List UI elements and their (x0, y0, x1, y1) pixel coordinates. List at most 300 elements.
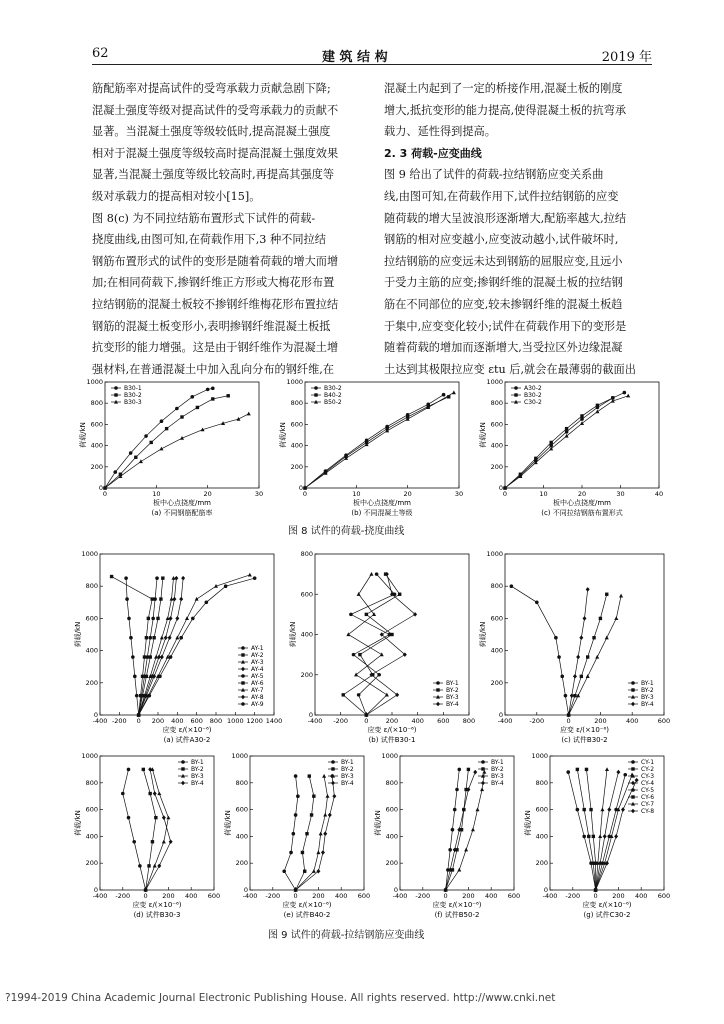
legend-marker (331, 767, 334, 770)
data-point (310, 813, 313, 816)
legend-label: BY-4 (491, 780, 504, 788)
x-axis-label: 板中心点挠度/mm (153, 499, 211, 507)
chart (78, 378, 263, 517)
data-point (124, 576, 128, 580)
data-point (332, 794, 336, 799)
journal-year: 2019 年 (601, 50, 652, 65)
legend-label: BY-1 (491, 759, 504, 767)
x-tick-label: 0 (302, 490, 308, 498)
legend-label: BY-4 (641, 701, 654, 709)
x-tick-label: 200 (151, 717, 165, 725)
data-point (135, 694, 139, 698)
series-line (105, 414, 249, 488)
data-point (133, 675, 137, 679)
data-point (576, 768, 579, 771)
y-tick-label: 600 (300, 590, 313, 599)
data-point (289, 851, 293, 855)
text-line: 钢筋的混凝土板变形小,表明掺钢纤维混凝土板抵 (92, 319, 331, 333)
data-point (619, 594, 623, 598)
series-line (146, 769, 169, 890)
data-point (253, 576, 257, 580)
y-tick-label: 0 (393, 886, 398, 894)
legend-label: AY-9 (251, 701, 264, 709)
data-point (570, 693, 574, 698)
data-point (151, 597, 154, 600)
y-tick-label: 200 (90, 462, 103, 471)
data-point (510, 584, 514, 588)
y-tick-label: 800 (290, 399, 303, 408)
x-tick-label: 40 (654, 490, 664, 498)
data-point (236, 417, 240, 421)
data-point (205, 601, 209, 605)
legend-marker (241, 653, 244, 656)
y-tick-label: 800 (235, 778, 248, 787)
x-tick-label: 20 (203, 490, 212, 498)
text-line: 显著。当混凝土强度等级较低时,提高混凝土强度 (92, 125, 331, 139)
y-tick-label: 0 (498, 484, 503, 492)
x-tick-label: 200 (594, 717, 607, 725)
x-tick-label: -400 (307, 717, 323, 725)
legend-marker (631, 767, 634, 770)
text-line: 抗变形的能力增强。这是由于钢纤维作为混凝土增 (92, 341, 339, 355)
chart (523, 752, 670, 919)
data-point (605, 593, 608, 596)
data-point (576, 808, 580, 812)
y-tick-label: 200 (490, 462, 503, 471)
legend-label: CY-3 (641, 773, 655, 781)
subplot-label: (g) 试件C30-2 (583, 911, 631, 919)
legend-label: B30-1 (124, 385, 142, 393)
data-point (156, 617, 159, 620)
data-point (137, 713, 141, 717)
data-point (160, 419, 164, 423)
text-line: 强材料,在普通混凝土中加入乱向分布的钢纤维,在 (92, 362, 335, 376)
data-point (148, 792, 151, 795)
y-tick-label: 200 (85, 859, 98, 868)
legend-label: BY-2 (191, 766, 204, 774)
series-line (511, 586, 568, 715)
data-point (592, 636, 595, 639)
data-point (247, 412, 251, 416)
legend-label: BY-1 (446, 680, 459, 688)
text-line: 拉结钢筋的混凝土板较不掺钢纤维梅花形布置拉结 (92, 297, 339, 311)
data-point (442, 393, 446, 397)
data-point (623, 773, 627, 777)
y-tick-label: 400 (85, 832, 98, 841)
data-point (142, 768, 145, 771)
legend-label: B30-3 (124, 399, 142, 407)
data-point (206, 388, 210, 392)
data-point (175, 616, 179, 621)
legend-label: B30-2 (524, 392, 542, 400)
data-point (172, 597, 176, 602)
data-point (535, 601, 539, 605)
data-point (603, 834, 607, 839)
figure-9-svg (70, 550, 670, 920)
data-point (152, 636, 155, 639)
data-point (395, 693, 399, 698)
legend-marker (241, 681, 244, 684)
data-point (165, 427, 168, 430)
x-tick-label: -200 (265, 892, 281, 900)
x-tick-label: 1200 (246, 717, 263, 725)
data-point (155, 576, 159, 580)
data-point (308, 774, 311, 777)
data-point (129, 636, 133, 640)
data-point (576, 655, 580, 660)
data-point (296, 794, 300, 798)
legend-marker (181, 760, 185, 764)
x-tick-label: 10 (539, 490, 548, 498)
y-tick-label: 800 (85, 582, 98, 591)
y-tick-label: 600 (235, 805, 248, 814)
figure-8-svg (70, 378, 670, 518)
x-tick-label: -200 (333, 717, 349, 725)
legend-marker (114, 393, 117, 396)
data-point (175, 407, 179, 411)
data-point (550, 441, 553, 444)
series-line (296, 776, 335, 890)
x-tick-label: -400 (92, 892, 108, 900)
data-point (139, 694, 142, 697)
y-tick-label: 0 (93, 711, 98, 719)
legend-label: CY-5 (641, 787, 655, 795)
x-tick-label: 600 (190, 717, 203, 725)
legend-marker (241, 702, 245, 706)
data-point (316, 850, 320, 854)
data-point (168, 635, 172, 640)
y-tick-label: 400 (90, 441, 103, 450)
legend-label: BY-2 (641, 687, 654, 695)
data-point (453, 808, 457, 812)
data-point (326, 794, 330, 798)
x-tick-label: -400 (542, 892, 558, 900)
y-tick-label: 0 (298, 484, 303, 492)
data-point (319, 832, 323, 836)
data-point (576, 693, 580, 697)
y-tick-label: 800 (300, 550, 313, 558)
data-point (587, 835, 590, 838)
x-tick-label: 400 (484, 892, 498, 900)
data-point (598, 834, 602, 838)
subplot-label: (f) 试件B50-2 (434, 911, 480, 919)
legend-marker (331, 760, 335, 764)
x-axis-label: 应变 ε/(×10⁻⁶) (132, 901, 182, 909)
data-point (596, 404, 599, 407)
series-line (305, 393, 454, 488)
x-tick-label: -400 (242, 892, 258, 900)
series-line (296, 776, 328, 890)
copyright-footer: ?1994-2019 China Academic Journal Electronic Publishing House. All rights reserved. http://www.cnki.net (5, 992, 556, 1004)
x-tick-label: 600 (207, 892, 221, 900)
data-point (151, 840, 154, 843)
data-point (594, 862, 597, 865)
left-text-column (92, 78, 348, 380)
x-tick-label: 0 (443, 892, 448, 900)
data-point (580, 414, 583, 417)
data-point (312, 869, 316, 873)
journal-name: 建 筑 结 构 (322, 50, 388, 65)
y-axis-label: 荷载/kN (374, 810, 382, 836)
data-point (565, 434, 569, 438)
y-tick-label: 400 (290, 441, 303, 450)
data-point (227, 394, 230, 397)
legend-label: BY-1 (191, 759, 204, 767)
data-point (151, 617, 155, 621)
data-point (480, 787, 484, 791)
series-line (123, 769, 146, 890)
data-point (180, 415, 183, 418)
y-tick-label: 800 (490, 399, 503, 408)
data-point (211, 397, 214, 400)
data-point (303, 870, 306, 873)
data-point (159, 447, 163, 451)
data-point (157, 655, 161, 660)
legend-marker (481, 781, 485, 786)
y-tick-label: 800 (535, 778, 548, 787)
data-point (564, 694, 568, 698)
series-line (596, 772, 619, 890)
x-axis-label: 应变 ε/(×10⁻⁶) (559, 726, 610, 734)
legend-marker (114, 386, 118, 390)
data-point (185, 616, 189, 620)
subplot-label: (a) 不同钢筋配筋率 (151, 509, 213, 517)
data-point (282, 869, 286, 873)
x-axis-label: 板中心点挠度/mm (353, 499, 411, 507)
y-tick-label: 0 (98, 484, 103, 492)
data-point (385, 693, 389, 697)
legend-marker (436, 688, 439, 691)
y-tick-label: 200 (290, 462, 303, 471)
x-tick-label: 0 (136, 717, 141, 725)
data-point (175, 636, 179, 640)
series-line (366, 574, 415, 715)
x-tick-label: 30 (254, 490, 264, 498)
data-point (583, 808, 586, 811)
data-point (358, 653, 361, 656)
x-tick-label: 200 (612, 892, 625, 900)
x-tick-label: 30 (616, 490, 625, 498)
text-line: 钢筋的相对应变越小,应变波动越小,试件破坏时, (384, 233, 619, 247)
data-point (607, 807, 611, 812)
data-point (190, 395, 194, 399)
y-tick-label: 200 (85, 678, 98, 687)
data-point (323, 831, 327, 836)
data-point (375, 572, 379, 576)
legend-label: B30-2 (124, 392, 142, 400)
legend-marker (314, 393, 317, 396)
x-axis-label: 板中心点挠度/mm (553, 499, 611, 507)
text-line: 增大,抵抗变形的能力提高,使得混凝土板的抗弯承 (384, 103, 627, 117)
x-tick-label: 0 (566, 717, 571, 725)
data-point (369, 572, 373, 576)
data-point (301, 851, 304, 854)
data-point (352, 653, 356, 657)
legend-marker (241, 646, 245, 650)
x-tick-label: 0 (143, 892, 148, 900)
data-point (162, 815, 166, 820)
text-line: 显著,当混凝土强度等级比较高时,再提高其强度等 (92, 168, 335, 182)
x-tick-label: 10 (152, 490, 161, 498)
legend-label: AY-2 (251, 652, 264, 660)
legend-label: BY-3 (446, 694, 459, 702)
x-tick-label: 200 (312, 892, 325, 900)
data-point (166, 815, 170, 819)
data-point (557, 655, 561, 659)
x-tick-label: 800 (462, 717, 476, 725)
x-tick-label: 0 (364, 717, 369, 725)
data-point (191, 617, 195, 621)
text-line: 级对承载力的提高相对较小[15]。 (92, 189, 261, 203)
y-tick-label: 0 (308, 711, 313, 719)
data-point (451, 828, 455, 832)
text-line: 图 9 给出了试件的荷载-拉结钢筋应变关系曲 (384, 168, 604, 182)
x-tick-label: 400 (334, 892, 348, 900)
data-point (161, 576, 164, 579)
y-tick-label: 400 (235, 832, 248, 841)
data-point (224, 584, 228, 588)
data-point (448, 848, 452, 852)
chart (278, 378, 463, 517)
legend-label: BY-3 (341, 773, 354, 781)
legend-label: AY-6 (251, 680, 264, 688)
legend-label: BY-4 (191, 780, 204, 788)
series-line (596, 775, 626, 890)
data-point (592, 835, 595, 838)
series-line (348, 574, 387, 715)
data-point (365, 613, 368, 616)
y-tick-label: 800 (490, 582, 503, 591)
x-tick-label: 1400 (265, 717, 283, 725)
x-tick-label: 400 (171, 717, 184, 725)
x-tick-label: 200 (162, 892, 175, 900)
x-tick-label: 0 (593, 892, 598, 900)
data-point (154, 816, 157, 819)
y-tick-label: 600 (490, 420, 503, 429)
text-line: 于受力主筋的应变;掺钢纤维的混凝土板的拉结钢 (384, 276, 623, 290)
data-point (565, 427, 568, 430)
data-point (586, 587, 590, 592)
data-point (181, 576, 185, 581)
series-line (143, 769, 156, 890)
x-tick-label: 800 (209, 717, 223, 725)
legend-marker (436, 702, 440, 707)
y-tick-label: 400 (85, 646, 98, 655)
series-line (568, 772, 595, 890)
x-tick-label: 0 (102, 490, 108, 498)
data-point (148, 694, 152, 698)
data-point (346, 632, 350, 636)
data-point (147, 864, 150, 867)
data-point (153, 791, 157, 796)
data-point (390, 633, 393, 636)
data-point (623, 391, 627, 395)
legend-marker (631, 688, 634, 691)
data-point (196, 406, 199, 409)
y-tick-label: 800 (90, 399, 103, 408)
figure-8-caption: 图 8 试件的荷载-挠度曲线 (288, 526, 405, 537)
data-point (316, 869, 320, 874)
legend-label: BY-1 (341, 759, 354, 767)
legend-label: B40-2 (324, 392, 342, 400)
data-point (323, 813, 327, 817)
legend-label: CY-8 (641, 808, 655, 816)
subplot-label: (b) 不同混凝土等级 (351, 509, 413, 517)
data-point (582, 835, 586, 839)
x-tick-label: 20 (577, 490, 587, 498)
series-line (284, 776, 298, 890)
data-point (579, 635, 583, 640)
data-point (294, 774, 298, 778)
y-tick-label: 200 (535, 859, 548, 868)
data-point (179, 636, 183, 640)
data-point (635, 778, 639, 783)
x-tick-label: 30 (454, 490, 464, 498)
x-tick-label: 600 (437, 717, 450, 725)
legend-marker (314, 386, 318, 390)
data-point (134, 456, 137, 459)
x-axis-label: 应变 ε/(×10⁻⁶) (282, 901, 332, 909)
data-point (132, 840, 136, 844)
data-point (150, 441, 153, 444)
y-tick-label: 1000 (531, 752, 548, 760)
data-point (312, 795, 315, 798)
data-point (138, 864, 142, 868)
data-point (380, 652, 384, 656)
y-tick-label: 400 (490, 441, 503, 450)
legend-label: AY-4 (251, 666, 264, 674)
text-line: 随荷载的增大呈波浪形逐渐增大,配筋率越大,拉结 (384, 211, 627, 225)
data-point (586, 674, 590, 678)
x-axis-label: 应变 ε/(×10⁻⁶) (162, 726, 212, 734)
y-axis-label: 荷载/kN (224, 810, 232, 836)
y-axis-label: 荷载/kN (479, 422, 487, 448)
legend-marker (514, 386, 518, 390)
x-tick-label: 400 (184, 892, 198, 900)
legend-label: C30-2 (524, 399, 542, 407)
data-point (127, 768, 131, 772)
text-line: 加;在相同荷载下,掺钢纤维正方形或大梅花形布置 (92, 276, 335, 290)
data-point (580, 421, 584, 425)
y-axis-label: 荷载/kN (524, 810, 532, 836)
data-point (169, 839, 173, 844)
legend-marker (631, 809, 635, 814)
y-tick-label: 600 (535, 805, 548, 814)
y-tick-label: 1000 (486, 550, 503, 558)
x-tick-label: -400 (392, 892, 408, 900)
data-point (294, 813, 298, 817)
x-tick-label: 20 (403, 490, 412, 498)
data-point (305, 832, 308, 835)
x-axis-label: 应变 ε/(×10⁻⁶) (432, 901, 482, 909)
right-text-column (384, 78, 640, 380)
x-tick-label: 200 (385, 717, 399, 725)
x-tick-label: 10 (352, 490, 361, 498)
data-point (169, 655, 173, 659)
legend-label: BY-3 (491, 773, 504, 781)
data-point (248, 573, 252, 577)
data-point (141, 675, 144, 678)
legend-label: CY-4 (641, 780, 655, 788)
figure-9-caption: 图 9 试件的荷载-拉结钢筋应变曲线 (268, 930, 425, 941)
x-tick-label: 0 (502, 490, 508, 498)
legend-label: AY-3 (251, 659, 264, 667)
x-tick-label: 0 (293, 892, 298, 900)
chart (223, 752, 370, 919)
x-tick-label: 200 (462, 892, 475, 900)
y-tick-label: 400 (535, 832, 548, 841)
text-line: 筋配筋率对提高试件的受弯承载力贡献急剧下降; (92, 82, 331, 95)
